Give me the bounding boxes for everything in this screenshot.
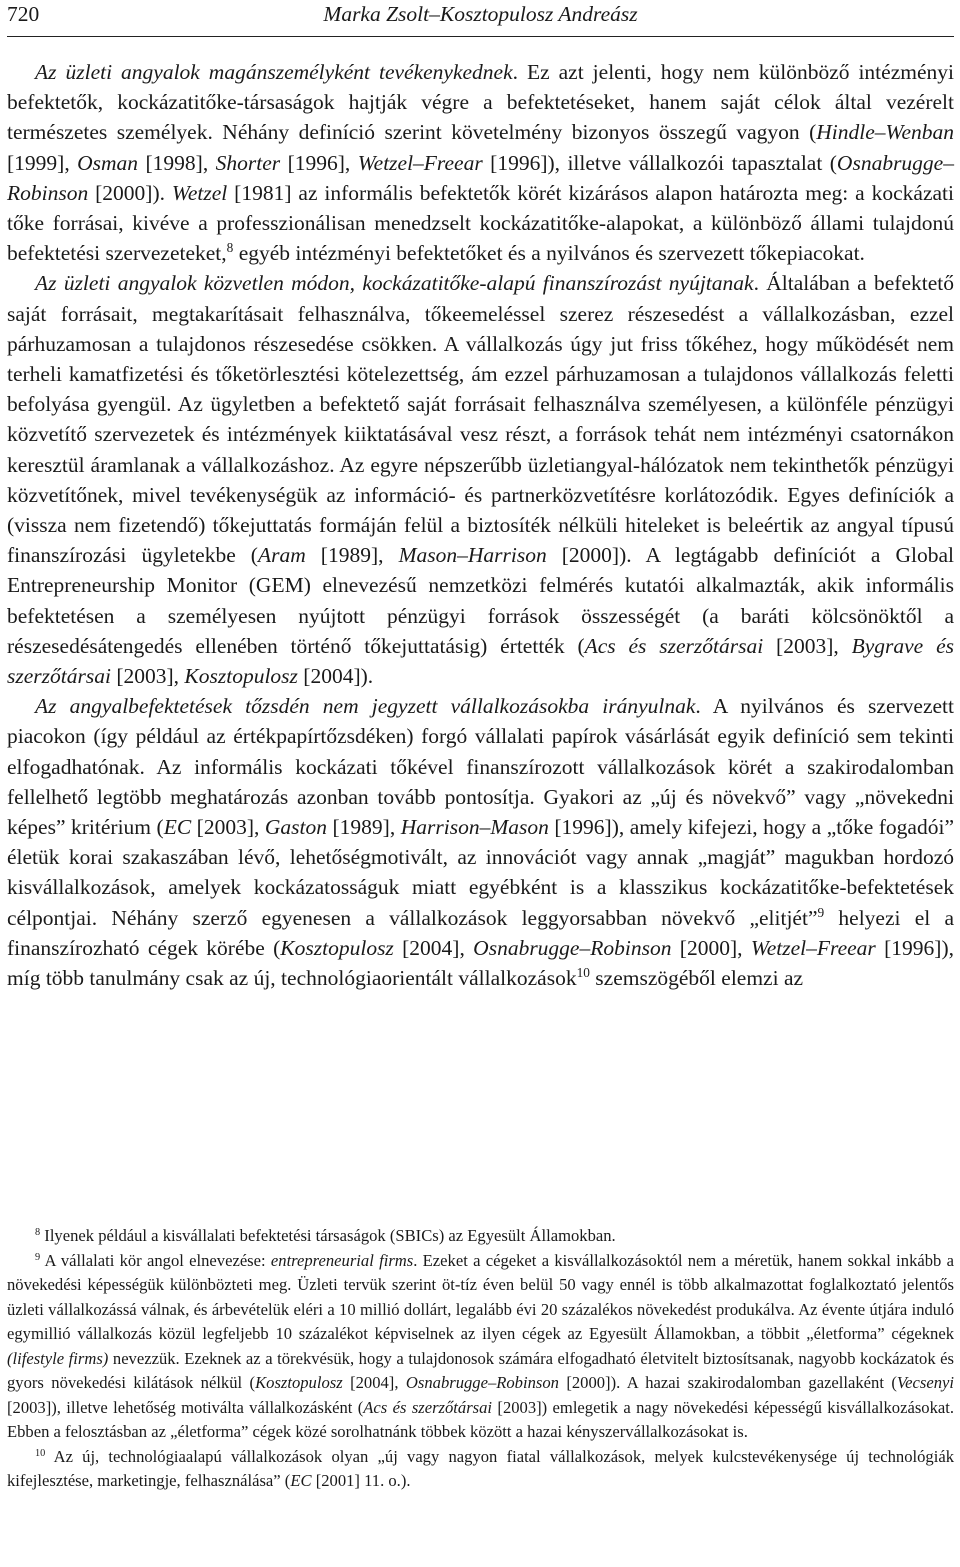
footnote-segment: [2003]), illetve lehetőség motiválta vállalkozásként (: [7, 1397, 364, 1417]
footnote-segment: 10: [35, 1447, 46, 1459]
page-number: 720: [7, 2, 40, 26]
text-segment: 9: [817, 904, 825, 920]
text-segment: Osnabrugge–Robinson: [473, 935, 672, 960]
text-segment: [1981] az informális befektetők körét kizárásos alapon határozta meg: a kockázati tőke forrásai, kivéve a professzionálisan menedzselt kockázatitőke-alapokat, a különböző állami tulajdonú befektetési szervezeteket,: [7, 180, 954, 266]
footnote-segment: nevezzük. Ezeknek az a törekvésük, hogy a tulajdonosok számára elfogadható életvitelt biztosítsanak, nagyobb kockázatok és gyors növekedési kilátások nélkül (: [7, 1348, 954, 1392]
text-segment: [1996],: [280, 150, 358, 175]
footnote-segment: A vállalati kör angol elnevezése:: [40, 1250, 271, 1270]
text-segment: . Ez azt jelenti, hogy nem különböző intézményi befektetők, kockázatitőke-társaságok hajtják végre a befektetéseket, hanem saját célok által vezérelt természetes személyek. Néhány definíció szerint követelmény bizonyos összegű vagyon (: [7, 60, 954, 145]
text-segment: 8: [226, 240, 234, 256]
text-segment: Wetzel–Freear: [357, 150, 483, 175]
text-segment: Acs és szerzőtársai: [584, 633, 764, 658]
text-segment: Kosztopulosz: [184, 664, 298, 689]
text-segment: . Általában a befektető saját forrásait, megtakarításait felhasználva, tőkeemeléssel szerez részesedést a vállalkozásban, ezzel párhuzamosan a tulajdonos részesedése csökken. A vállalkozás úgy jut friss tőkéhez, hogy működését nem terheli kamatfizetési és tőketörlesztési kötelezettség, ám ezzel párhuzamosan a tulajdonos vállalkozás feletti befolyása gyengül. Az ügyletben a befektető saját forrásait felhasználva személyesen, a különféle pénzügyi közvetítő szervezetek és intézmények kiiktatásával vesz részt, a források tehát nem intézményi csatornákon keresztül áramlanak a vállalkozáshoz. Az egyre népszerűbb üzletiangyal-hálózatok nem tekinthetők pénzügyi közvetítőnek, mivel tevékenységük az információ- és partnerközvetítésre korlátozódik. Egyes definíciók a (vissza nem fizetendő) tőkejuttatás formáján felül a biztosíték nélküli hiteleket is beleértik az angyal típusú finanszírozási ügyletekbe (: [7, 271, 954, 568]
footnote-segment: Kosztopulosz: [255, 1373, 343, 1392]
footnote-segment: . Ezeket a cégeket a kisvállalkozásoktól nem a méretük, hanem sokkal inkább a növekedési képességük különbözteti meg. Üzleti tervük szerint öt-tíz éven belül 50 vagy ennél is több alkalmazottat foglalkoztató jelentős üzleti vállalkozássá válnak, és árbevételük eléri a 10 millió dollárt, legalább évi 20 százalékos növekedést produkálva. Az évente útjára induló egymillió vállalkozás közül legfeljebb 10 százalékot képviselnek az ilyen cégek az Egyesült Államokban, a többit „életforma” cégeknek: [7, 1250, 954, 1343]
footnote-segment: [2001] 11. o.).: [311, 1471, 411, 1490]
text-segment: Kosztopulosz: [280, 935, 394, 960]
footnote-segment: [2004],: [342, 1373, 406, 1392]
main-text: [7, 57, 954, 993]
footnote-segment: Az új, technológiaalapú vállalkozások olyan „új vagy nagyon fiatal vállalkozások, melyek kulcstevékenysége új technológiák kifejlesztése, marketingje, felhasználása” (: [7, 1446, 954, 1490]
text-segment: Az üzleti angyalok közvetlen módon, kockázatitőke-alapú finanszírozást nyújtanak: [35, 271, 754, 296]
text-segment: 10: [576, 965, 590, 981]
paragraph-2: [7, 268, 954, 691]
footnote-segment: [2003]) emlegetik a nagy növekedési képességű kisvállalkozásokat. Ebben a felosztásban az „életforma” cégek közé sorolhatnánk többek között a hazai kényszervállalkozásokat is.: [7, 1397, 954, 1441]
footnote-segment: [2000]). A hazai szakirodalomban gazellaként (: [558, 1373, 897, 1392]
footnote-segment: Osnabrugge–Robinson: [405, 1373, 559, 1392]
text-segment: szemszögéből elemzi az: [589, 966, 804, 991]
text-segment: Mason–Harrison: [398, 543, 547, 568]
footnote-segment: 9: [35, 1251, 41, 1263]
text-segment: [2000]). A legtágabb definíciót a Global Entrepreneurship Monitor (GEM) elnevezésű nemzetközi felmérés kutatói alkalmazták, akik informális befektetésen a személyesen nyújtott pénzügyi források összességét (a baráti kölcsönöktől a részesedésátengedés ellenében történő tőkejuttatásig) értették (: [7, 543, 955, 658]
footnote-10: [7, 1445, 954, 1494]
footnote-segment: 8: [35, 1226, 41, 1238]
footnote-segment: (lifestyle firms): [7, 1348, 109, 1368]
text-segment: [2003],: [191, 815, 265, 840]
text-segment: EC: [163, 815, 192, 840]
text-segment: Wetzel–Freear: [750, 935, 876, 960]
text-segment: [1998],: [138, 150, 216, 175]
running-title: Marka Zsolt–Kosztopulosz Andreász: [323, 2, 638, 26]
footnote-8: [7, 1224, 954, 1249]
text-segment: Osnabrugge–Robinson: [7, 150, 954, 205]
text-segment: Bygrave és szerzőtársai: [7, 633, 954, 689]
text-segment: [2003],: [110, 664, 185, 689]
text-segment: [1996]), amely kifejezi, hogy a „tőke fogadói” életük korai szakaszában lévő, lehetőségmotivált, az innovációt vagy annak „magját” magukban hordozó kisvállalkozások, amelyek kockázatosságuk miatt egyébként is a klasszikus kockázatitőke-befektetések célpontjai. Néhány szerző egyenesen a vállalkozások leggyorsabban növekvő „elitjét”: [7, 815, 954, 930]
footnote-9: [7, 1249, 954, 1445]
text-segment: [1996]), illetve vállalkozói tapasztalat (: [482, 150, 837, 175]
text-segment: Hindle–Wenban: [816, 120, 954, 145]
text-segment: [1989],: [305, 543, 399, 568]
text-segment: Az üzleti angyalok magánszemélyként tevékenykednek: [35, 60, 513, 84]
running-header: [7, 0, 954, 37]
text-segment: Aram: [257, 543, 306, 568]
text-segment: [1989],: [327, 815, 401, 840]
text-segment: [2004],: [393, 935, 474, 960]
footnote-segment: Ilyenek például a kisvállalati befektetési társaságok (SBICs) az Egyesült Államokban.: [40, 1226, 616, 1245]
text-segment: Az angyalbefektetések tőzsdén nem jegyzett vállalkozásokba irányulnak: [35, 694, 696, 719]
text-segment: Osman: [77, 150, 139, 175]
footnote-segment: EC: [290, 1471, 312, 1490]
text-segment: Wetzel: [171, 180, 228, 205]
text-segment: Shorter: [215, 150, 281, 175]
text-segment: . A nyilvános és szervezett piacokon (így például az értékpapírtőzsdéken) forgó vállalati papírok vásárlását egyik definíció sem tekinti elfogadhatónak. Az informális kockázati tőkével finanszírozott vállalkozások körét a szakirodalomban fellelhető legtöbb meghatározás azonban tovább pontosítja. Gyakori az „új és növekvő” vagy „növekedni képes” kritérium (: [7, 694, 954, 840]
paragraph-3: [7, 691, 954, 993]
paragraph-1: [7, 57, 954, 268]
text-segment: [2004]).: [297, 664, 374, 689]
text-segment: [2000]).: [88, 180, 172, 205]
text-segment: [1999],: [7, 150, 78, 175]
footnote-segment: Acs és szerzőtársai: [363, 1397, 493, 1417]
footnote-segment: entrepreneurial firms: [270, 1250, 414, 1270]
footnote-segment: Vecsenyi: [896, 1373, 955, 1392]
text-segment: helyezi el a finanszírozható cégek körébe (: [7, 905, 954, 960]
text-segment: Harrison–Mason: [400, 815, 549, 840]
document-page: [7, 0, 955, 1490]
footnotes: [7, 1224, 954, 1494]
text-segment: [2000],: [671, 935, 751, 960]
text-segment: egyéb intézményi befektetőket és a nyilvános és szervezett tőkepiacokat.: [233, 241, 865, 266]
text-segment: [2003],: [763, 633, 852, 658]
text-segment: Gaston: [264, 815, 328, 840]
text-segment: [1996]), míg több tanulmány csak az új, technológiaorientált vállalkozások: [7, 935, 954, 991]
